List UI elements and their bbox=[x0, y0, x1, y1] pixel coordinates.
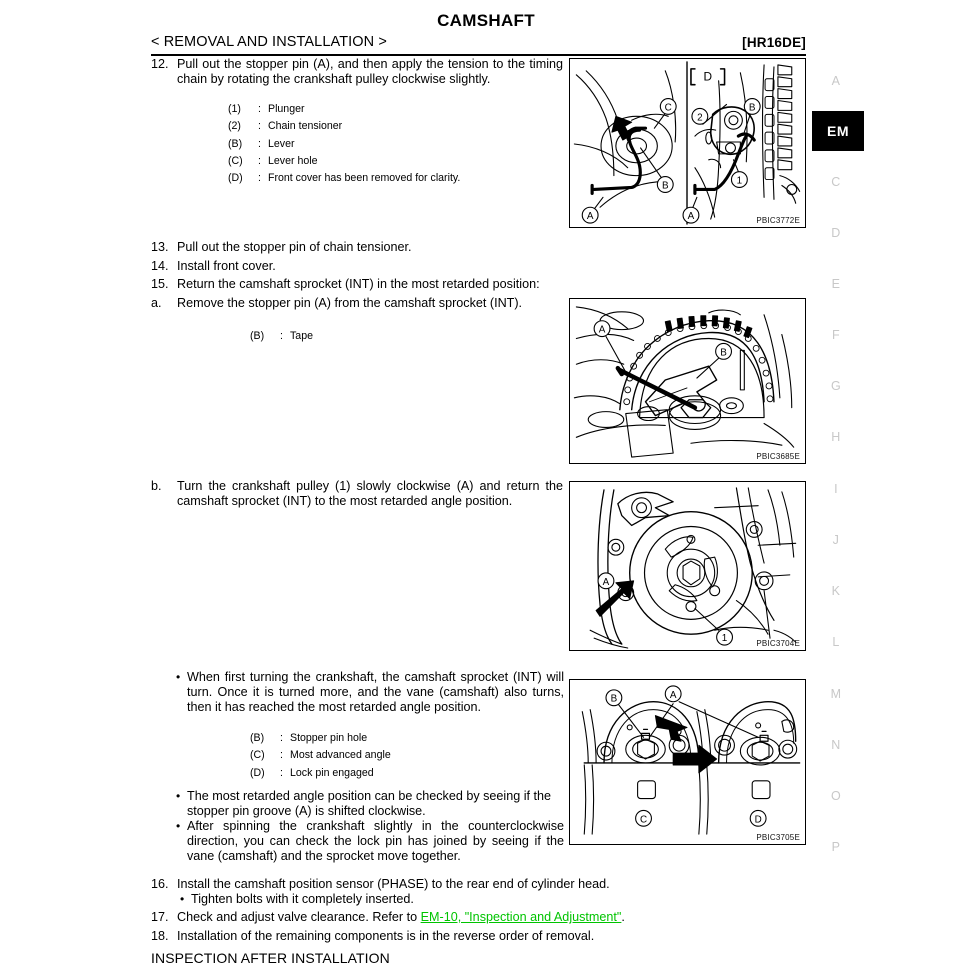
callout-A: A bbox=[586, 211, 594, 223]
legend-item bbox=[228, 136, 558, 153]
index-tab-I[interactable]: I bbox=[834, 482, 838, 496]
note-bullet-1 bbox=[176, 670, 564, 716]
legend-value: Lever bbox=[268, 137, 295, 150]
callout-A: A bbox=[687, 211, 695, 223]
legend-value: Tape bbox=[290, 330, 313, 342]
step-14-text: Install front cover. bbox=[177, 259, 276, 273]
legend-separator: : bbox=[258, 103, 261, 115]
step-13-number: 13. bbox=[151, 240, 169, 254]
figure-4-drawing bbox=[570, 680, 805, 844]
step-15-text: Return the camshaft sprocket (INT) in the most retarded position: bbox=[177, 277, 540, 291]
panel-label-D: D bbox=[703, 69, 713, 84]
callout-2: 2 bbox=[697, 112, 703, 124]
index-tab-K[interactable]: K bbox=[831, 584, 841, 598]
legend-key: (2) bbox=[228, 120, 241, 133]
step-14 bbox=[151, 259, 563, 274]
step-15a-text: Remove the stopper pin (A) from the camshaft sprocket (INT). bbox=[177, 296, 523, 310]
figure-2-legend bbox=[250, 328, 530, 345]
legend-key: (C) bbox=[228, 154, 243, 167]
index-tab-D[interactable]: D bbox=[831, 226, 841, 240]
legend-value: Front cover has been removed for clarity. bbox=[268, 172, 461, 185]
figure-3-drawing bbox=[570, 482, 805, 650]
engine-code-badge: [HR16DE] bbox=[742, 35, 806, 50]
page-title: CAMSHAFT bbox=[437, 11, 535, 30]
legend-value: Most advanced angle bbox=[290, 749, 391, 762]
legend-value: Plunger bbox=[268, 103, 305, 115]
legend-separator: : bbox=[280, 766, 283, 779]
figure-1-drawing bbox=[570, 59, 805, 227]
note-bullet-2 bbox=[176, 789, 564, 819]
step-18-number: 18. bbox=[151, 929, 169, 943]
legend-item bbox=[228, 101, 558, 118]
step-15-number: 15. bbox=[151, 277, 169, 291]
note-bullet-3 bbox=[176, 819, 564, 865]
figure-crankshaft-pulley bbox=[569, 481, 806, 651]
step-15a bbox=[151, 296, 563, 311]
step-16-text: Install the camshaft position sensor (PHASE) to the rear end of cylinder head. bbox=[177, 877, 610, 891]
legend-value: Stopper pin hole bbox=[290, 732, 368, 744]
index-tab-G[interactable]: G bbox=[830, 379, 842, 393]
step-15b-number: b. bbox=[151, 479, 162, 493]
step-12-text: Pull out the stopper pin (A), and then apply the tension to the timing chain by rotating the crankshaft pulley clockwise slightly. bbox=[177, 57, 563, 87]
legend-separator: : bbox=[258, 137, 261, 150]
legend-value: Chain tensioner bbox=[268, 120, 343, 133]
step-16 bbox=[151, 877, 701, 892]
index-tab-P[interactable]: P bbox=[831, 840, 841, 854]
legend-value: Lock pin engaged bbox=[290, 766, 374, 779]
header-divider bbox=[151, 54, 806, 56]
callout-A: A bbox=[598, 324, 606, 336]
callout-C: C bbox=[639, 814, 648, 826]
legend-item bbox=[228, 153, 558, 170]
step-15b-text: Turn the crankshaft pulley (1) slowly clockwise (A) and return the camshaft sprocket (INT) to the most retarded angle position. bbox=[177, 479, 563, 509]
index-tab-C[interactable]: C bbox=[831, 175, 841, 189]
index-tab-N[interactable]: N bbox=[831, 738, 841, 752]
bullet-marker: • bbox=[176, 819, 181, 833]
step-15a-number: a. bbox=[151, 296, 162, 310]
index-tab-H[interactable]: H bbox=[831, 430, 841, 444]
figure-4-legend bbox=[250, 730, 540, 782]
callout-1: 1 bbox=[721, 633, 728, 645]
figure-stopper-pin-groove-comparison bbox=[569, 679, 806, 845]
step-12 bbox=[151, 57, 563, 87]
index-tab-EM[interactable]: EM bbox=[812, 111, 864, 151]
note-bullet-2-text: The most retarded angle position can be checked by seeing if the stopper pin groove (A) is shifted clockwise. bbox=[187, 789, 552, 819]
section-breadcrumb: < REMOVAL AND INSTALLATION > bbox=[151, 34, 387, 50]
callout-D: D bbox=[754, 814, 762, 826]
legend-value: Lever hole bbox=[268, 154, 318, 167]
callout-A: A bbox=[602, 576, 610, 588]
legend-item bbox=[250, 765, 540, 782]
legend-item bbox=[250, 328, 530, 345]
callout-B: B bbox=[661, 180, 669, 192]
step-13 bbox=[151, 240, 563, 255]
legend-key: (D) bbox=[228, 172, 243, 185]
legend-item bbox=[228, 170, 558, 187]
legend-key: (D) bbox=[250, 766, 265, 779]
step-12-number: 12. bbox=[151, 57, 169, 71]
step-17-text-after: . bbox=[621, 910, 625, 924]
legend-key: (C) bbox=[250, 749, 265, 762]
step-17 bbox=[151, 910, 701, 925]
index-tab-L[interactable]: L bbox=[832, 635, 840, 649]
step-16-number: 16. bbox=[151, 877, 169, 891]
section-header bbox=[151, 34, 806, 54]
callout-B: B bbox=[720, 347, 727, 359]
legend-separator: : bbox=[280, 330, 283, 342]
index-tab-M[interactable]: M bbox=[830, 687, 842, 701]
bullet-marker: • bbox=[180, 892, 185, 906]
figure-3-id: PBIC3704E bbox=[756, 639, 800, 648]
legend-separator: : bbox=[280, 732, 283, 744]
subheading-inspection-after-installation: INSPECTION AFTER INSTALLATION bbox=[151, 950, 390, 966]
index-tab-A[interactable]: A bbox=[831, 74, 841, 88]
index-tab-O[interactable]: O bbox=[830, 789, 842, 803]
legend-item bbox=[250, 730, 540, 747]
step-16-sub-bullet bbox=[180, 892, 700, 907]
step-17-text-before: Check and adjust valve clearance. Refer to bbox=[177, 910, 421, 924]
index-tab-F[interactable]: F bbox=[831, 328, 841, 342]
figure-4-id: PBIC3705E bbox=[756, 833, 800, 842]
bullet-marker: • bbox=[176, 789, 181, 803]
step-13-text: Pull out the stopper pin of chain tensioner. bbox=[177, 240, 412, 254]
legend-item bbox=[250, 747, 540, 764]
callout-1: 1 bbox=[736, 175, 743, 187]
callout-B: B bbox=[748, 102, 756, 114]
callout-C: C bbox=[664, 102, 672, 114]
legend-separator: : bbox=[280, 749, 283, 762]
legend-separator: : bbox=[258, 172, 261, 185]
figure-1-legend bbox=[228, 101, 558, 187]
legend-key: (1) bbox=[228, 103, 241, 115]
legend-separator: : bbox=[258, 154, 261, 167]
note-bullet-3-text: After spinning the crankshaft slightly in the counterclockwise direction, you can check the lock pin has joined by seeing if the vane (camshaft) and the sprocket move together. bbox=[187, 819, 564, 864]
step-18 bbox=[151, 929, 701, 944]
callout-B: B bbox=[610, 693, 618, 705]
index-tab-rail bbox=[812, 58, 860, 888]
legend-key: (B) bbox=[228, 137, 243, 150]
step-17-number: 17. bbox=[151, 910, 169, 924]
step-16-sub-bullet-text: Tighten bolts with it completely inserted. bbox=[191, 892, 414, 906]
step-14-number: 14. bbox=[151, 259, 169, 273]
figure-2-id: PBIC3685E bbox=[756, 452, 800, 461]
index-tab-E[interactable]: E bbox=[831, 277, 841, 291]
step-18-text: Installation of the remaining components is in the reverse order of removal. bbox=[177, 929, 595, 943]
figure-1-id: PBIC3772E bbox=[756, 216, 800, 225]
note-bullet-1-text: When first turning the crankshaft, the camshaft sprocket (INT) will turn. Once it is turned more, and the vane (camshaft) also turns, then it has reached the most retarded angle position. bbox=[187, 670, 564, 715]
figure-camshaft-sprocket-tape bbox=[569, 298, 806, 464]
callout-A: A bbox=[669, 689, 677, 701]
legend-separator: : bbox=[258, 120, 261, 133]
legend-key: (B) bbox=[250, 732, 265, 744]
index-tab-J[interactable]: J bbox=[832, 533, 840, 547]
figure-chain-tensioner-stopper-pin bbox=[569, 58, 806, 228]
legend-item bbox=[228, 118, 558, 135]
step-15b bbox=[151, 479, 563, 509]
bullet-marker: • bbox=[176, 670, 181, 684]
step-17-body bbox=[177, 910, 701, 925]
legend-key: (B) bbox=[250, 330, 265, 342]
step-15 bbox=[151, 277, 563, 292]
figure-2-drawing bbox=[570, 299, 805, 463]
reference-link-em10[interactable]: EM-10, "Inspection and Adjustment" bbox=[420, 910, 622, 924]
